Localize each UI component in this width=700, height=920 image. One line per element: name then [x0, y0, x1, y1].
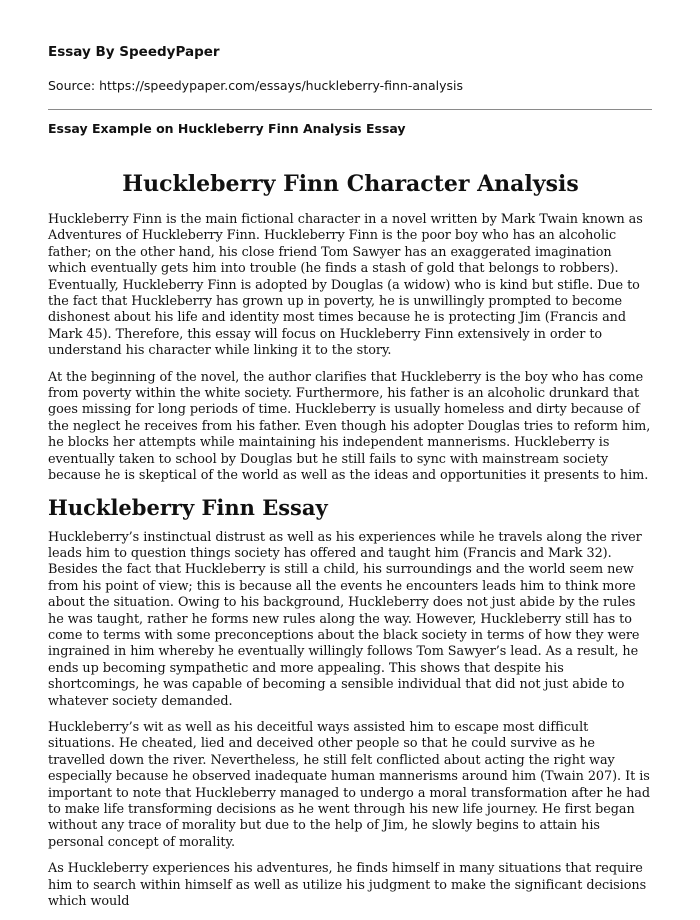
header-divider	[48, 109, 652, 110]
intro-paragraph-1: Huckleberry Finn is the main fictional character in a novel written by Mark Twain known as Adventures of Huckleberry Finn. Huckleberry Finn is the poor boy who has an alcoholic father; on the other hand, his close friend Tom Sawyer has an exaggerated imagination which eventually gets him into trouble (he finds a stash of gold that belongs to robbers). Eventually, Huckleberry Finn is adopted by Douglas (a widow) who is kind but stifle. Due to the fact that Huckleberry has grown up in poverty, he is unwillingly prompted to become dishonest about his life and identity most times because he is protecting Jim (Francis and Mark 45). Therefore, this essay will focus on Huckleberry Finn extensively in order to understand his character while linking it to the story.	[48, 212, 643, 359]
body-paragraph-3: As Huckleberry experiences his adventures, he finds himself in many situations that require him to search within himself as well as utilize his judgment to make the significant decisions which would	[48, 861, 647, 910]
essay-content	[48, 170, 653, 920]
brand-title: Essay By SpeedyPaper	[48, 44, 220, 60]
section-heading: Huckleberry Finn Essay	[48, 494, 328, 520]
body-paragraph-2: Huckleberry’s wit as well as his deceitful ways assisted him to escape most difficult situations. He cheated, lied and deceived other people so that he could survive as he travelled down the river. Nevertheless, he still felt conflicted about acting the right way especially because he observed inadequate human mannerisms around him (Twain 207). It is important to note that Huckleberry managed to undergo a moral transformation after he had to make life transforming decisions as he went through his new life journey. He first began without any trace of morality but due to the help of Jim, he slowly begins to attain his personal concept of morality.	[48, 719, 650, 850]
essay-label: Essay Example on Huckleberry Finn Analysis Essay	[48, 121, 406, 136]
intro-paragraph-2: At the beginning of the novel, the author clarifies that Huckleberry is the boy who has come from poverty within the white society. Furthermore, his father is an alcoholic drunkard that goes missing for long periods of time. Huckleberry is usually homeless and dirty because of the neglect he receives from his father. Even though his adopter Douglas tries to reform him, he blocks her attempts while maintaining his independent mannerisms. Huckleberry is eventually taken to school by Douglas but he still fails to sync with mainstream society because he is skeptical of the world as well as the ideas and opportunities it presents to him.	[48, 369, 651, 484]
body-paragraph-1: Huckleberry’s instinctual distrust as well as his experiences while he travels along the river leads him to question things society has offered and taught him (Francis and Mark 32). Besides the fact that Huckleberry is still a child, his surroundings and the world seem new from his point of view; this is because all the events he encounters leads him to think more about the situation. Owing to his background, Huckleberry does not just abide by the rules he was taught, rather he forms new rules along the way. However, Huckleberry still has to come to terms with some preconceptions about the black society in terms of how they were ingrained in him whereby he eventually willingly follows Tom Sawyer’s lead. As a result, he ends up becoming sympathetic and more appealing. This shows that despite his shortcomings, he was capable of becoming a sensible individual that did not just abide to whatever society demanded.	[48, 529, 642, 709]
site-header	[48, 44, 652, 93]
source-line: Source: https://speedypaper.com/essays/huckleberry-finn-analysis	[48, 78, 464, 93]
essay-title: Huckleberry Finn Character Analysis	[122, 171, 579, 197]
